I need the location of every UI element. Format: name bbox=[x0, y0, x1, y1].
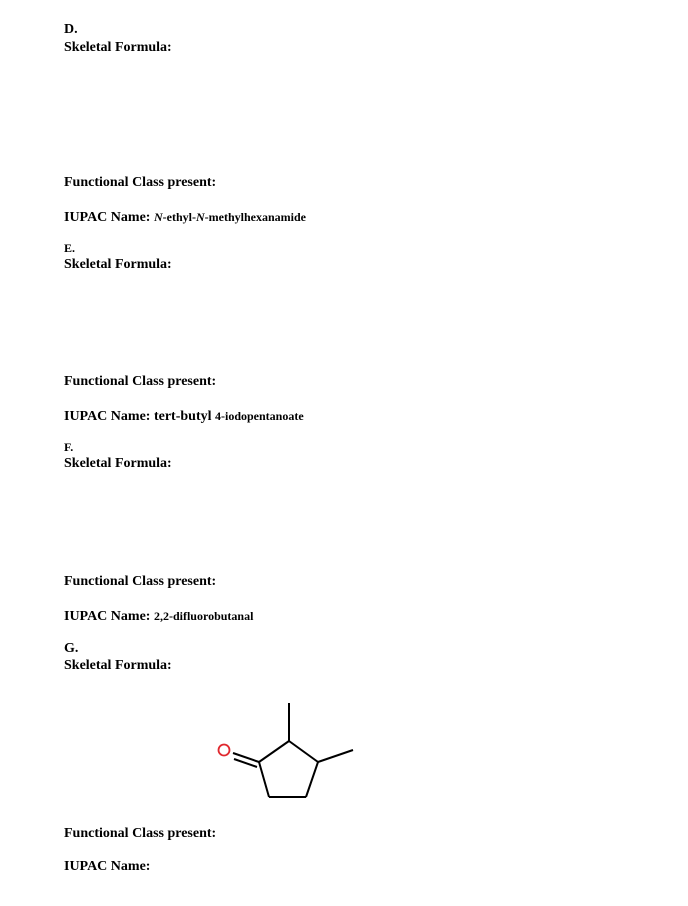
ring-bond-c2-c3 bbox=[289, 741, 318, 762]
section-d-iupac-name bbox=[154, 210, 306, 224]
section-d-iupac bbox=[64, 209, 306, 226]
section-f-iupac-name: 2,2-difluorobutanal bbox=[153, 609, 254, 623]
section-d-functional-label: Functional Class present: bbox=[64, 175, 217, 190]
section-g-letter: G. bbox=[64, 641, 79, 656]
section-f-iupac-label: IUPAC Name: bbox=[64, 609, 151, 624]
ring-bond-c5-c1 bbox=[259, 762, 269, 797]
n-locant-2: N bbox=[195, 210, 205, 224]
section-e-iupac bbox=[64, 408, 304, 425]
section-e-iupac-name-rest: 4-iodopentanoate bbox=[215, 409, 304, 423]
section-d-iupac-label: IUPAC Name: bbox=[64, 210, 151, 225]
section-e-skeletal-label: Skeletal Formula: bbox=[64, 257, 172, 272]
ethyl-part: -ethyl- bbox=[162, 210, 196, 224]
section-e-iupac-label: IUPAC Name: bbox=[64, 409, 151, 424]
section-g-functional-label: Functional Class present: bbox=[64, 826, 217, 841]
section-e-letter: E. bbox=[64, 241, 76, 255]
methylhexanamide-part: -methylhexanamide bbox=[204, 210, 306, 224]
n-locant-1: N bbox=[153, 210, 163, 224]
section-f-iupac bbox=[64, 608, 253, 625]
ring-bond-c1-c2 bbox=[259, 741, 289, 762]
oxygen-atom bbox=[219, 745, 230, 756]
section-f-skeletal-label: Skeletal Formula: bbox=[64, 456, 172, 471]
section-g-skeletal-label: Skeletal Formula: bbox=[64, 658, 172, 673]
ring-bond-c3-c4 bbox=[306, 762, 318, 797]
skeletal-formula-2-3-dimethylcyclopentanone bbox=[210, 695, 370, 810]
section-e-functional-label: Functional Class present: bbox=[64, 374, 217, 389]
section-f-functional-label: Functional Class present: bbox=[64, 574, 217, 589]
section-d-skeletal-label: Skeletal Formula: bbox=[64, 40, 172, 55]
methyl-bond-c3 bbox=[318, 750, 353, 762]
section-f-letter: F. bbox=[64, 440, 74, 454]
section-d-letter: D. bbox=[64, 22, 78, 37]
section-g-iupac-label: IUPAC Name: bbox=[64, 859, 151, 874]
section-e-iupac-name-main: tert-butyl bbox=[153, 409, 212, 424]
